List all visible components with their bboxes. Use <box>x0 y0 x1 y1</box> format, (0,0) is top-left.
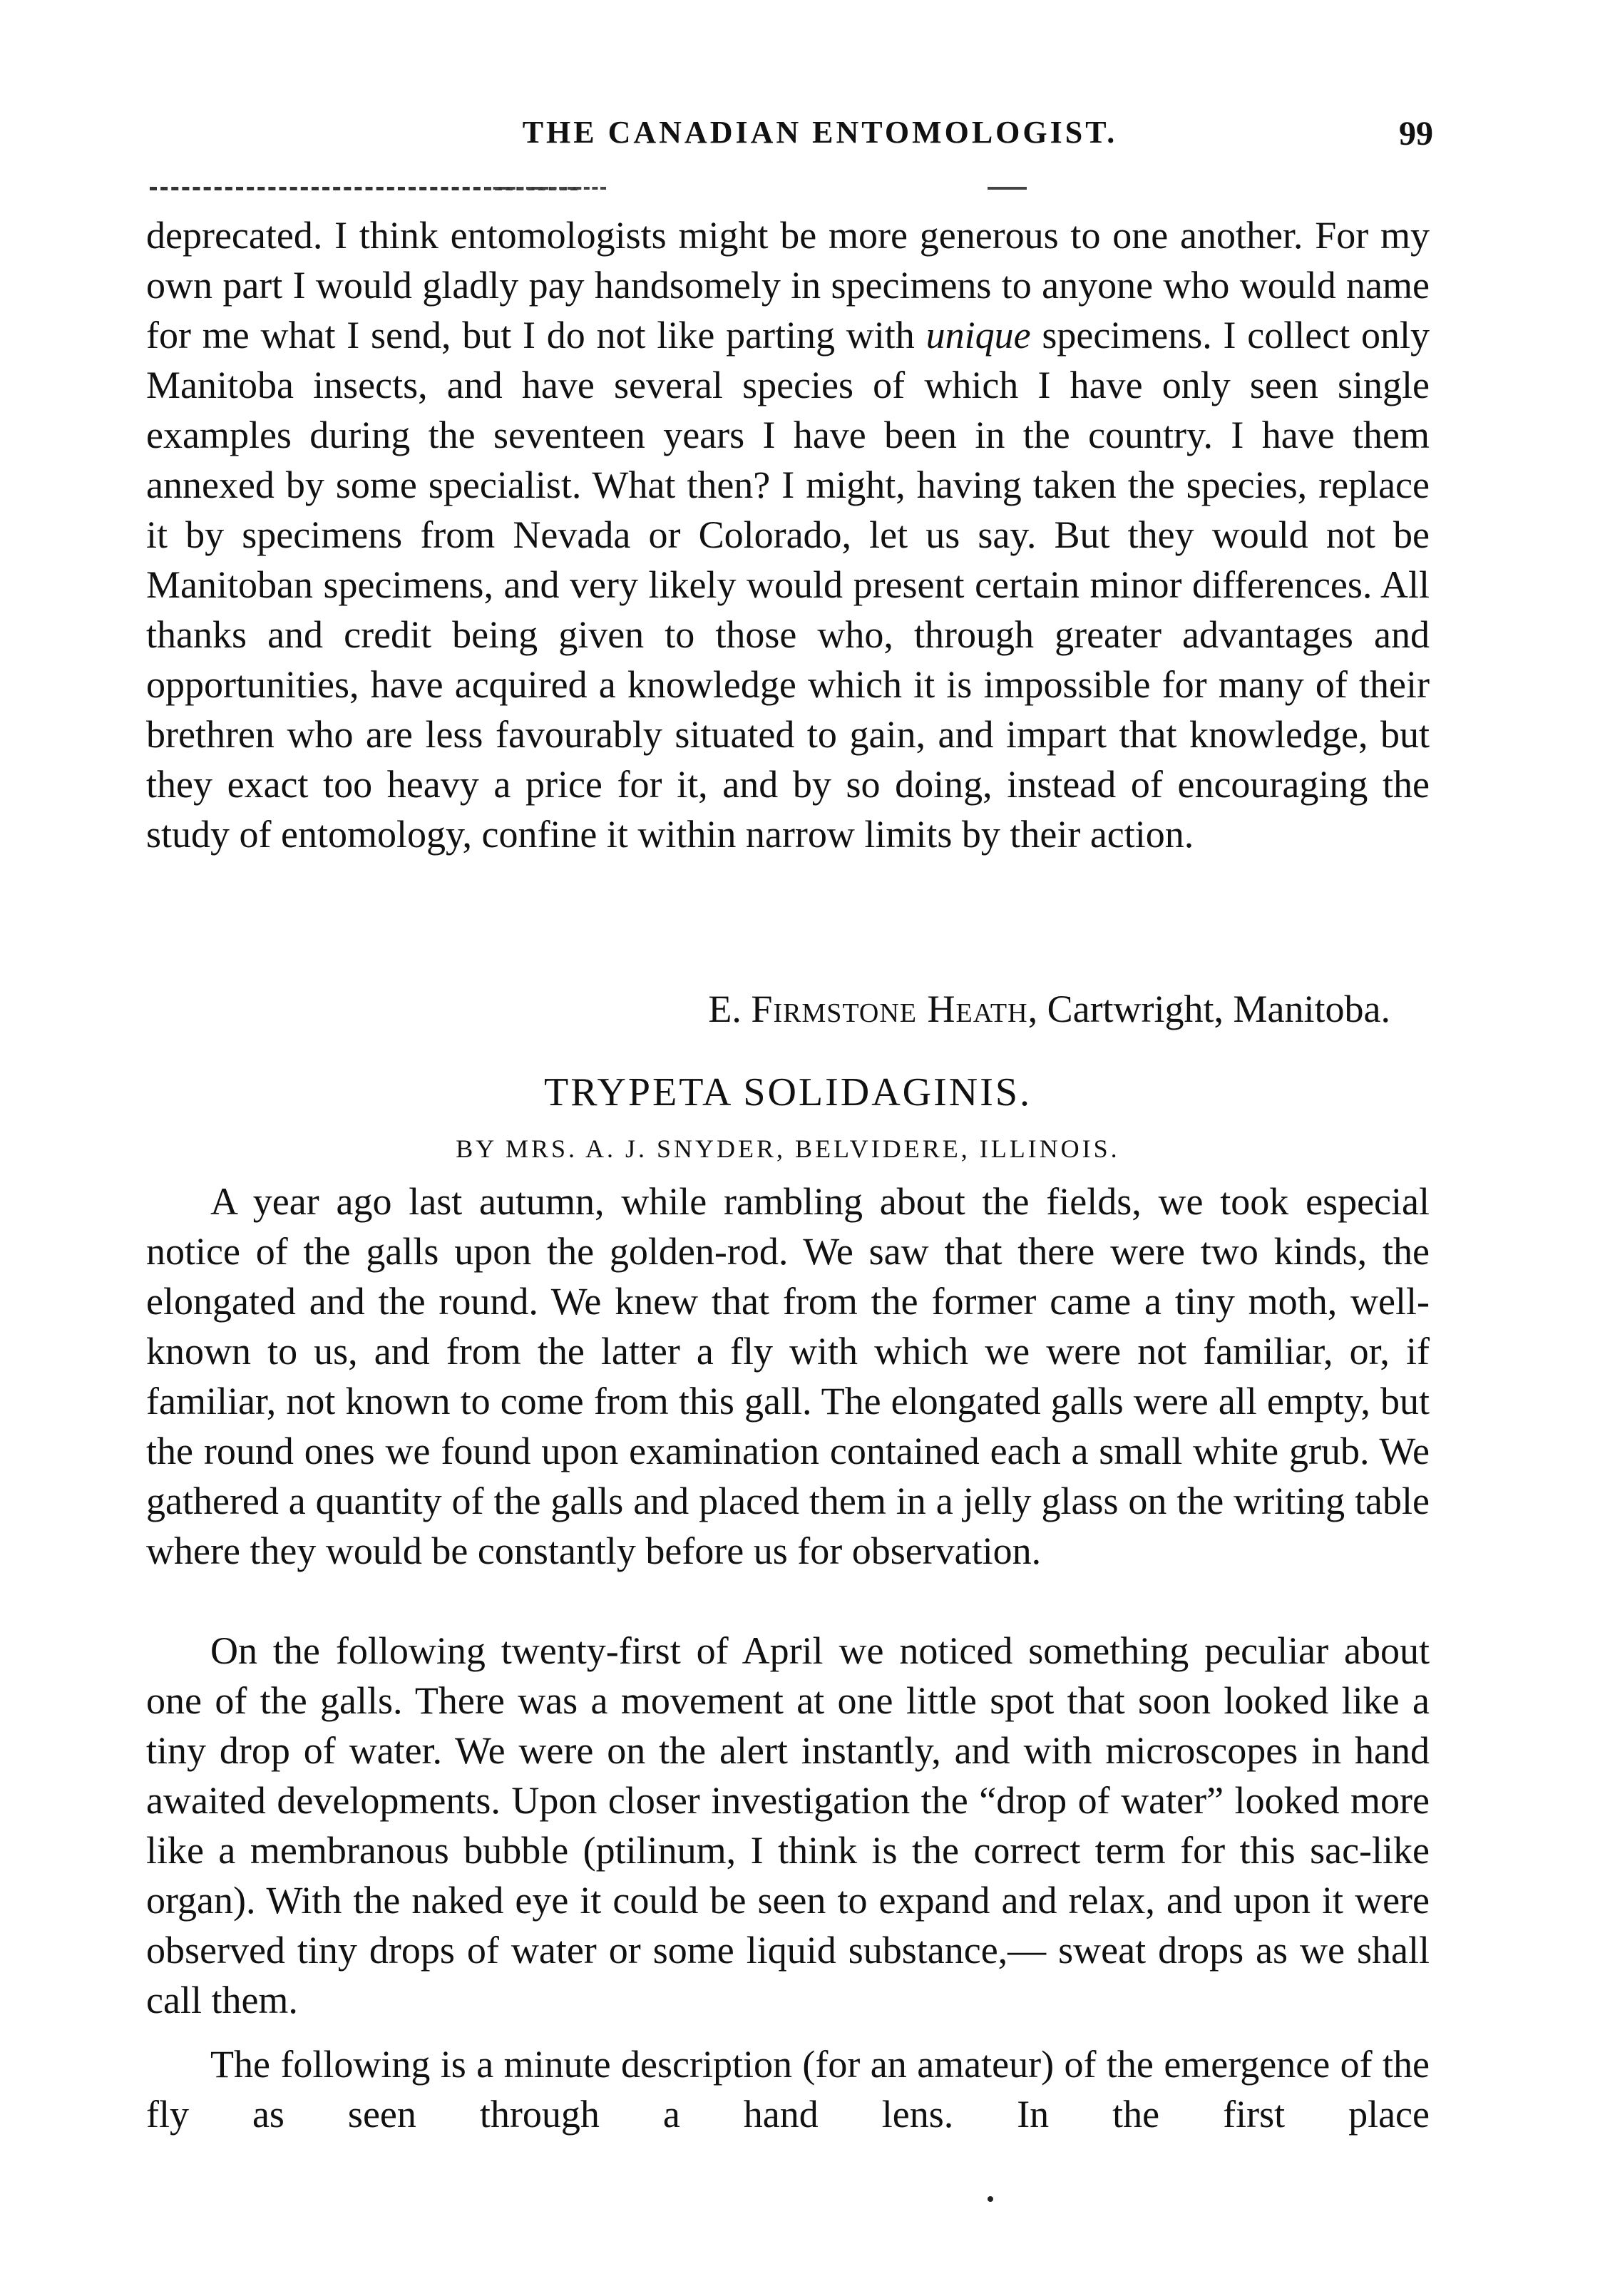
header-rule-dash <box>988 187 1027 190</box>
letter-signature <box>499 984 1390 1034</box>
letter-text-end: specimens. I collect only Manitoba insects, and have several species of which I have only seen single examples during the seventeen years I have been in the country. I have them annexed by some specialist. What then? I might, having taken the species, replace it by specimens from Nevada or Colorado, let us say. But they would not be Manitoban specimens, and very likely would present certain minor differences. All thanks and credit being given to those who, through greater advantages and opportunities, have acquired a knowledge which it is impossible for many of their brethren who are less favourably situated to gain, and impart that knowledge, but they exact too heavy a price for it, and by so doing, instead of encouraging the study of entomology, confine it within narrow limits by their action. <box>146 314 1430 856</box>
article-paragraph: On the following twenty-first of April we noticed something peculiar about one of the galls. There was a movement at one little spot that soon looked like a tiny drop of water. We were on the alert instantly, and with microscopes in hand awaited developments. Upon closer investigation the “drop of water” looked more like a membranous bubble (ptilinum, I think is the correct term for this sac-like organ). With the naked eye it could be seen to expand and relax, and upon it were observed tiny drops of water or some liquid substance,— sweat drops as we shall call them. <box>146 1629 1430 2021</box>
header-rule-segment <box>485 187 606 190</box>
printer-mark <box>988 2196 993 2202</box>
running-head <box>143 114 1433 164</box>
signature-name: Firmstone Heath <box>751 988 1028 1030</box>
article-paragraph: A year ago last autumn, while rambling about the fields, we took especial notice of the galls upon the golden-rod. We saw that there were two kinds, the elongated and the round. We knew that from the former came a tiny moth, well-known to us, and from the latter a fly with which we were not familiar, or, if familiar, not known to come from this gall. The elongated galls were all empty, but the round ones we found upon examination contained each a small white grub. We gathered a quantity of the galls and placed them in a jelly glass on the writing table where they would be constantly before us for observation. <box>146 1180 1430 1572</box>
italic-word: unique <box>925 314 1031 357</box>
running-title: THE CANADIAN ENTOMOLOGIST. <box>522 115 1118 150</box>
article-byline: BY MRS. A. J. SNYDER, BELVIDERE, ILLINOIS. <box>456 1134 1120 1163</box>
article-title: TRYPETA SOLIDAGINIS. <box>544 1070 1032 1114</box>
page-number: 99 <box>1399 115 1433 153</box>
signature-place: , Cartwright, Manitoba. <box>1027 988 1390 1030</box>
letter-text-start: deprecated. I think entomologists might be more generous to one another. For my own part I would gladly pay handsomely in specimens to anyone who would name for me what I send, but I do not like parting with <box>146 214 1430 357</box>
letter-paragraph <box>146 210 1430 859</box>
signature-initial: E. <box>708 988 752 1030</box>
article-paragraph: The following is a minute description (for an amateur) of the emergence of the fly as seen through a hand lens. In the first place <box>146 2043 1430 2136</box>
